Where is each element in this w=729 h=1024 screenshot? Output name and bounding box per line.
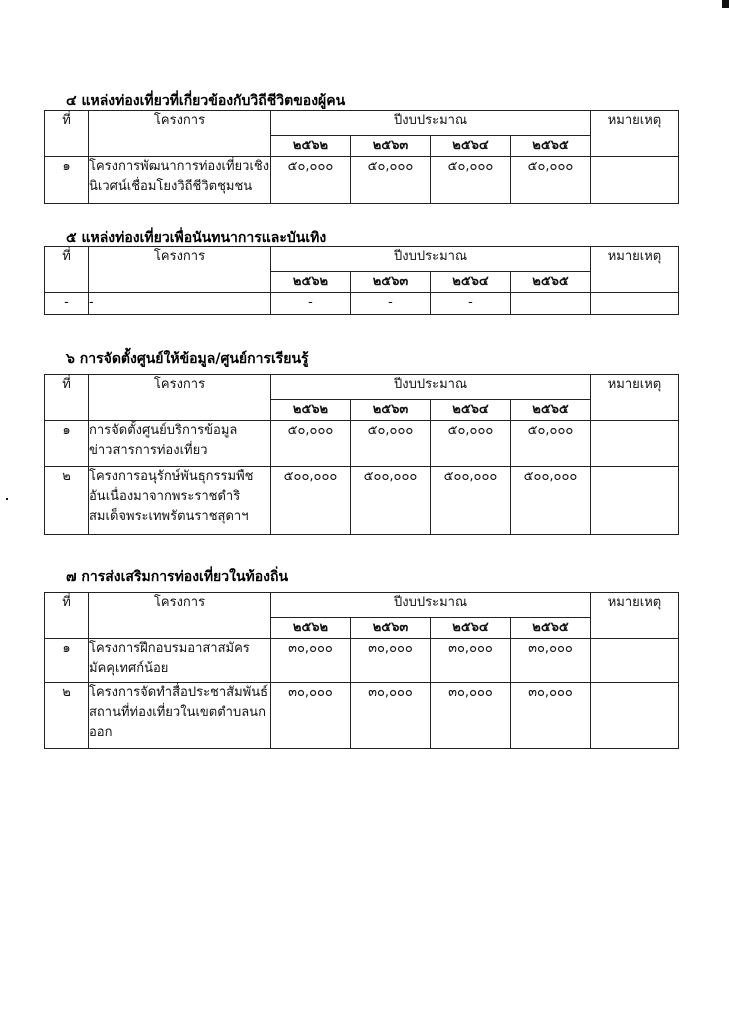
header-note: หมายเหตุ (591, 375, 679, 421)
header-year: ๒๕๖๒ (271, 400, 351, 421)
budget-amount: ๓๐,๐๐๐ (271, 639, 351, 683)
note-cell (591, 293, 679, 315)
project-name: โครงการฝึกอบรมอาสาสมัครมัคคุเทศก์น้อย (89, 639, 271, 683)
budget-amount: ๓๐,๐๐๐ (511, 639, 591, 683)
header-year: ๒๕๖๔ (431, 618, 511, 639)
header-no: ที่ (45, 247, 89, 293)
section-4-title: ๔ แหล่งท่องเที่ยวที่เกี่ยวข้องกับวิถีชีวิตของผู้คน (66, 93, 346, 109)
table-row (45, 639, 679, 683)
budget-amount: ๓๐,๐๐๐ (271, 683, 351, 749)
header-year: ๒๕๖๓ (351, 400, 431, 421)
header-project: โครงการ (89, 375, 271, 421)
header-note: หมายเหตุ (591, 111, 679, 157)
project-name: - (89, 293, 271, 315)
header-year: ๒๕๖๔ (431, 400, 511, 421)
budget-amount: ๕๐,๐๐๐ (431, 157, 511, 204)
project-name: การจัดตั้งศูนย์บริการข้อมูลข่าวสารการท่องเที่ยว (89, 421, 271, 467)
table-row (45, 467, 679, 535)
header-no: ที่ (45, 593, 89, 639)
header-year: ๒๕๖๕ (511, 400, 591, 421)
header-budget: ปีงบประมาณ (271, 247, 591, 272)
budget-amount: - (431, 293, 511, 315)
project-name: โครงการอนุรักษ์พันธุกรรมพืชอันเนื่องมาจากพระราชดำริสมเด็จพระเทพรัตนราชสุดาฯ (89, 467, 271, 535)
section-7-table (44, 592, 679, 749)
table-row (45, 157, 679, 204)
section-6-table (44, 374, 679, 535)
budget-amount: ๕๐,๐๐๐ (271, 421, 351, 467)
header-note: หมายเหตุ (591, 247, 679, 293)
header-year: ๒๕๖๕ (511, 272, 591, 293)
section-7-title: ๗ การส่งเสริมการท่องเที่ยวในท้องถิ่น (66, 569, 289, 585)
header-no: ที่ (45, 111, 89, 157)
budget-amount (511, 293, 591, 315)
table-row (45, 683, 679, 749)
header-project: โครงการ (89, 111, 271, 157)
section-4-table (44, 110, 679, 204)
header-year: ๒๕๖๕ (511, 618, 591, 639)
header-no: ที่ (45, 375, 89, 421)
header-year: ๒๕๖๔ (431, 136, 511, 157)
row-number: ๑ (45, 639, 89, 683)
header-year: ๒๕๖๓ (351, 136, 431, 157)
header-project: โครงการ (89, 593, 271, 639)
header-year: ๒๕๖๒ (271, 136, 351, 157)
budget-amount: ๕๐๐,๐๐๐ (351, 467, 431, 535)
header-year: ๒๕๖๓ (351, 272, 431, 293)
row-number: - (45, 293, 89, 315)
budget-amount: ๓๐,๐๐๐ (351, 639, 431, 683)
section-5-title: ๕ แหล่งท่องเที่ยวเพื่อนันทนาการและบันเทิง (66, 230, 327, 246)
budget-amount: ๕๐,๐๐๐ (511, 157, 591, 204)
project-name: โครงการพัฒนาการท่องเที่ยวเชิงนิเวศน์เชื่อมโยงวิถีชีวิตชุมชน (89, 157, 271, 204)
note-cell (591, 467, 679, 535)
budget-amount: ๕๐,๐๐๐ (351, 157, 431, 204)
budget-amount: - (271, 293, 351, 315)
scan-speck (6, 498, 8, 500)
section-5-table (44, 246, 679, 315)
row-number: ๒ (45, 467, 89, 535)
note-cell (591, 421, 679, 467)
budget-amount: ๕๐๐,๐๐๐ (511, 467, 591, 535)
row-number: ๑ (45, 421, 89, 467)
section-6-title: ๖ การจัดตั้งศูนย์ให้ข้อมูล/ศูนย์การเรียนรู้ (66, 351, 309, 367)
note-cell (591, 157, 679, 204)
scan-mark (722, 0, 729, 8)
budget-amount: ๕๐,๐๐๐ (271, 157, 351, 204)
header-budget: ปีงบประมาณ (271, 375, 591, 400)
budget-amount: ๕๐,๐๐๐ (511, 421, 591, 467)
header-year: ๒๕๖๒ (271, 272, 351, 293)
header-project: โครงการ (89, 247, 271, 293)
note-cell (591, 683, 679, 749)
budget-amount: ๓๐,๐๐๐ (351, 683, 431, 749)
note-cell (591, 639, 679, 683)
header-budget: ปีงบประมาณ (271, 593, 591, 618)
header-year: ๒๕๖๔ (431, 272, 511, 293)
budget-amount: ๕๐,๐๐๐ (351, 421, 431, 467)
table-row (45, 421, 679, 467)
row-number: ๑ (45, 157, 89, 204)
budget-amount: ๕๐๐,๐๐๐ (271, 467, 351, 535)
header-year: ๒๕๖๕ (511, 136, 591, 157)
header-year: ๒๕๖๒ (271, 618, 351, 639)
project-name: โครงการจัดทำสื่อประชาสัมพันธ์สถานที่ท่องเที่ยวในเขตตำบลนกออก (89, 683, 271, 749)
budget-amount: ๓๐,๐๐๐ (431, 683, 511, 749)
header-budget: ปีงบประมาณ (271, 111, 591, 136)
budget-amount: ๕๐,๐๐๐ (431, 421, 511, 467)
header-year: ๒๕๖๓ (351, 618, 431, 639)
row-number: ๒ (45, 683, 89, 749)
budget-amount: ๓๐,๐๐๐ (511, 683, 591, 749)
table-row (45, 293, 679, 315)
budget-amount: - (351, 293, 431, 315)
budget-amount: ๓๐,๐๐๐ (431, 639, 511, 683)
header-note: หมายเหตุ (591, 593, 679, 639)
budget-amount: ๕๐๐,๐๐๐ (431, 467, 511, 535)
